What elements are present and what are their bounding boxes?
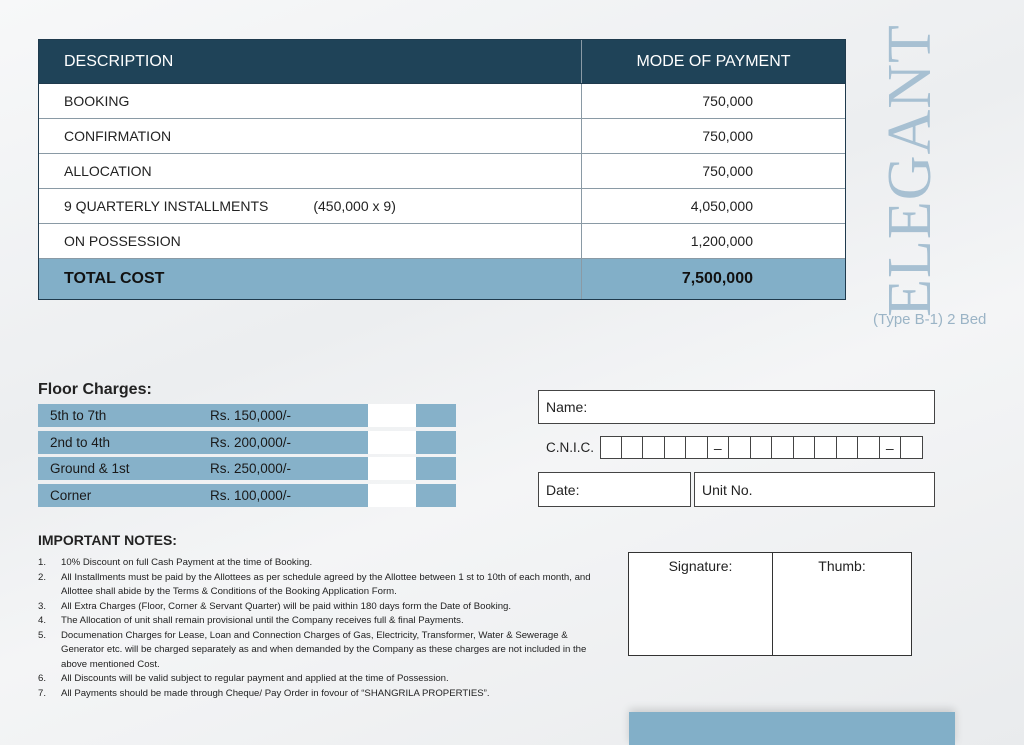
name-field[interactable] (538, 390, 935, 424)
signature-area[interactable] (629, 553, 773, 655)
blank-cell (368, 404, 416, 427)
thumb-label: Thumb: (818, 558, 866, 574)
floor-charge: Rs. 250,000/- (210, 461, 292, 476)
cnic-digit-box[interactable] (858, 436, 880, 459)
floor-charge-row (38, 457, 456, 480)
table-row (39, 154, 845, 189)
cnic-digit-box[interactable] (665, 436, 687, 459)
unit-no-label: Unit No. (702, 481, 753, 498)
cnic-digit-box[interactable] (686, 436, 708, 459)
floor-charge-row (38, 431, 456, 454)
name-label: Name: (546, 399, 588, 415)
row-amount: 1,200,000 (690, 233, 753, 249)
date-label: Date: (546, 481, 580, 498)
blank-cell (368, 431, 416, 454)
cnic-label: C.N.I.C. (546, 440, 595, 455)
decorative-bar (629, 712, 955, 745)
list-item: 2. All Installments must be paid by the Allottees as per schedule agreed by the Allottee between 1 st to 10th of each month, and Allottee shall abide by the Terms & Conditions of the Booking Application Form. (38, 571, 591, 597)
description-header: DESCRIPTION (39, 40, 582, 83)
cnic-digit-box[interactable] (837, 436, 859, 459)
table-row (39, 224, 845, 259)
row-amount: 750,000 (702, 93, 753, 109)
floor-charge-row (38, 404, 456, 427)
cnic-dash: – (880, 436, 902, 459)
thumb-area[interactable] (773, 553, 911, 655)
list-item: 1. 10% Discount on full Cash Payment at the time of Booking. (38, 557, 313, 568)
row-description: CONFIRMATION (64, 128, 172, 144)
list-item: 5. Documenation Charges for Lease, Loan and Connection Charges of Gas, Electricity, Transformer, Water & Sewerage & Generator etc. will be charged separately as and when demanded by the Company as these charges are not included in the above mentioned Cost. (38, 629, 587, 670)
cnic-digit-box[interactable] (643, 436, 665, 459)
cnic-digit-box[interactable] (622, 436, 644, 459)
total-row (39, 259, 845, 299)
notes-list (38, 556, 598, 701)
unit-no-field[interactable] (694, 472, 935, 507)
accent-cell (416, 431, 456, 454)
cnic-field[interactable] (600, 436, 923, 459)
row-amount: 4,050,000 (690, 198, 753, 214)
cnic-digit-box[interactable] (794, 436, 816, 459)
brand-title: ELEGANT (875, 23, 944, 317)
notes-title: IMPORTANT NOTES: (38, 532, 177, 548)
table-row (39, 84, 845, 119)
cnic-digit-box[interactable] (751, 436, 773, 459)
signature-label: Signature: (668, 558, 733, 574)
floor-range: 2nd to 4th (50, 434, 111, 450)
row-description: ON POSSESSION (64, 233, 181, 249)
date-field[interactable] (538, 472, 691, 507)
cnic-digit-box[interactable] (772, 436, 794, 459)
mode-of-payment-header: MODE OF PAYMENT (636, 52, 791, 70)
floor-charges-title: Floor Charges: (38, 381, 152, 398)
total-label: TOTAL COST (39, 259, 582, 299)
row-detail: (450,000 x 9) (313, 198, 396, 214)
accent-cell (416, 457, 456, 480)
floor-charge: Rs. 100,000/- (210, 487, 292, 503)
floor-range: 5th to 7th (50, 408, 107, 423)
list-item: 4. The Allocation of unit shall remain provisional until the Company receives full & final Payments. (38, 615, 464, 626)
signature-thumb-box (628, 552, 912, 656)
table-row (39, 189, 845, 224)
cnic-dash: – (708, 436, 730, 459)
cnic-digit-box[interactable] (600, 436, 622, 459)
floor-range: Ground & 1st (50, 461, 130, 476)
cnic-digit-box[interactable] (729, 436, 751, 459)
list-item: 6. All Discounts will be valid subject to regular payment and applied at the time of Possession. (38, 673, 449, 684)
row-amount: 750,000 (702, 163, 753, 179)
list-item: 3. All Extra Charges (Floor, Corner & Servant Quarter) will be paid within 180 days form the Date of Booking. (38, 600, 512, 612)
table-header-row (39, 40, 845, 84)
blank-cell (368, 457, 416, 480)
row-description: ALLOCATION (64, 163, 152, 179)
row-description: 9 QUARTERLY INSTALLMENTS (64, 198, 269, 214)
row-description: BOOKING (64, 93, 130, 109)
table-row (39, 119, 845, 154)
accent-cell (416, 484, 456, 507)
unit-type-label: (Type B-1) 2 Bed (873, 311, 987, 328)
floor-charge-row (38, 484, 456, 507)
list-item: 7. All Payments should be made through Cheque/ Pay Order in fovour of “SHANGRILA PROPERTIES”. (38, 687, 490, 699)
blank-cell (368, 484, 416, 507)
payment-schedule-table (38, 39, 846, 300)
accent-cell (416, 404, 456, 427)
row-amount: 750,000 (702, 128, 753, 144)
floor-charges-table (38, 404, 456, 510)
cnic-digit-box[interactable] (815, 436, 837, 459)
floor-charge: Rs. 150,000/- (210, 408, 292, 423)
cnic-digit-box[interactable] (901, 436, 923, 459)
total-amount: 7,500,000 (681, 270, 753, 287)
floor-charge: Rs. 200,000/- (210, 434, 292, 450)
floor-range: Corner (50, 487, 92, 503)
